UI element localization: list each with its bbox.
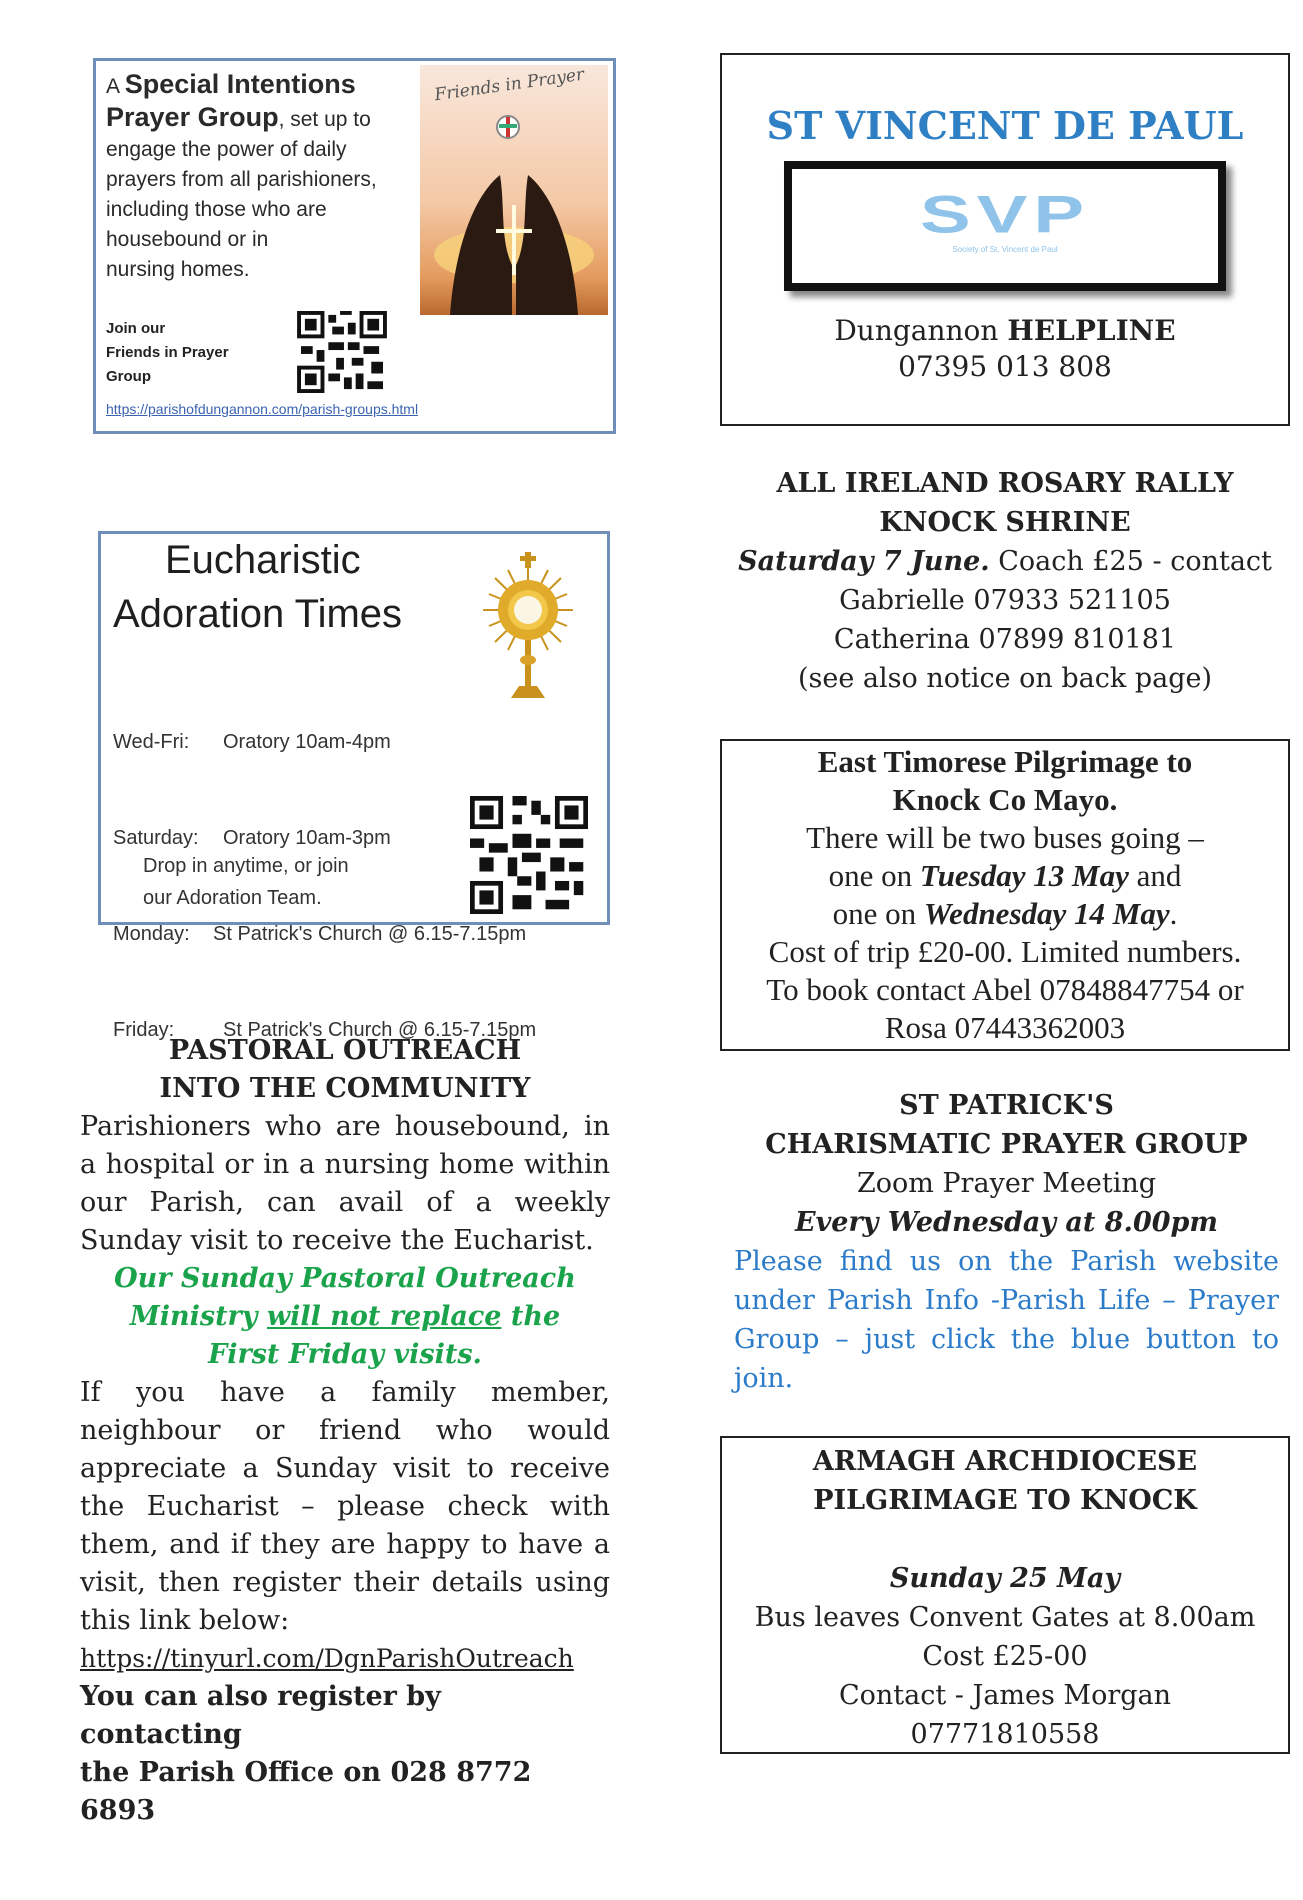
- timorese-title1: East Timorese Pilgrimage to: [817, 744, 1193, 779]
- timorese-text: one on: [832, 896, 924, 931]
- schedule-day: Monday:: [113, 923, 190, 945]
- timorese-line4: Cost of trip £20-00. Limited numbers.: [768, 934, 1242, 969]
- schedule-detail: Oratory 10am-3pm: [223, 827, 391, 849]
- schedule-row: [113, 918, 536, 950]
- friends-in-prayer-card: [93, 58, 616, 434]
- parish-groups-link[interactable]: https://parishofdungannon.com/parish-groups.html: [106, 401, 419, 417]
- rally-line1: ALL IRELAND ROSARY RALLY: [776, 468, 1234, 499]
- schedule-detail: Oratory 10am-4pm: [223, 731, 391, 753]
- timorese-text: .: [1169, 896, 1178, 931]
- outreach-para2-line: visit, then register their details using: [80, 1567, 610, 1598]
- timorese-line5: To book contact Abel 07848847754 or: [766, 972, 1244, 1007]
- outreach-bold-line2: the Parish Office on 028 8772 6893: [80, 1757, 532, 1826]
- green-text: the: [501, 1301, 561, 1332]
- outreach-para1-line: Sunday visit to receive the Eucharist.: [80, 1225, 594, 1256]
- outreach-bold-line1: You can also register by contacting: [80, 1681, 441, 1750]
- timorese-line6: Rosa 07443362003: [884, 1010, 1126, 1045]
- intentions-title-rest: , set up to: [278, 108, 371, 131]
- svp-helpline: [722, 313, 1288, 385]
- charismatic-blue-line: join.: [734, 1363, 794, 1394]
- timorese-date: Wednesday 14 May: [923, 896, 1170, 931]
- qr-code[interactable]: [296, 311, 388, 393]
- charismatic-prayer-section: [734, 1086, 1279, 1398]
- outreach-para1-line: our Parish, can avail of a weekly: [80, 1187, 610, 1218]
- armagh-line1: ARMAGH ARCHDIOCESE: [812, 1446, 1198, 1477]
- outreach-link[interactable]: https://tinyurl.com/DgnParishOutreach: [80, 1644, 574, 1673]
- svp-title: ST VINCENT DE PAUL: [766, 103, 1244, 148]
- drop-in-text: [143, 850, 349, 914]
- charismatic-line3: Zoom Prayer Meeting: [856, 1168, 1157, 1199]
- timorese-text: one on: [828, 858, 920, 893]
- armagh-bus: Bus leaves Convent Gates at 8.00am: [754, 1602, 1256, 1633]
- schedule-row: [113, 726, 536, 758]
- outreach-para2-line: the Eucharist – please check with: [80, 1491, 610, 1522]
- charismatic-line2: CHARISMATIC PRAYER GROUP: [765, 1129, 1248, 1160]
- intentions-body-line: including those who are: [106, 198, 327, 221]
- pastoral-outreach-section: [80, 1032, 610, 1830]
- svp-logo-frame: [784, 161, 1226, 291]
- outreach-para2-line: If you have a family member,: [80, 1377, 610, 1408]
- helpline-town: Dungannon: [834, 314, 1008, 347]
- armagh-cost: Cost £25-00: [922, 1641, 1088, 1672]
- timorese-line1: There will be two buses going –: [806, 820, 1204, 855]
- photo-caption: Friends in Prayer: [433, 65, 586, 106]
- join-line: Friends in Prayer: [106, 344, 229, 361]
- outreach-para2-line: appreciate a Sunday visit to receive: [80, 1453, 610, 1484]
- charismatic-blue-line: Please find us on the Parish website: [734, 1246, 1279, 1277]
- timorese-date: Tuesday 13 May: [919, 858, 1129, 893]
- timorese-text: and: [1128, 858, 1182, 893]
- join-line: Join our: [106, 320, 166, 337]
- schedule-detail: St Patrick's Church @ 6.15-7.15pm: [213, 923, 527, 945]
- outreach-green-line3: First Friday visits.: [208, 1339, 482, 1370]
- intentions-title-line1: Special Intentions: [124, 69, 356, 99]
- join-line: Group: [106, 368, 151, 385]
- outreach-para2-line: this link below:: [80, 1605, 290, 1636]
- schedule-day: Saturday:: [113, 827, 199, 849]
- charismatic-blue-line: Group – just click the blue button to: [734, 1324, 1279, 1355]
- svp-logo: SVP: [919, 184, 1091, 245]
- helpline-label: HELPLINE: [1007, 314, 1176, 347]
- adoration-card: [98, 531, 610, 1041]
- rally-contact: Gabrielle 07933 521105: [839, 585, 1171, 616]
- outreach-green-line2: [80, 1298, 610, 1336]
- outreach-heading-line1: PASTORAL OUTREACH: [168, 1035, 522, 1066]
- green-underlined-text: will not replace: [266, 1301, 502, 1332]
- svp-box: [720, 53, 1290, 426]
- outreach-para1-line: Parishioners who are housebound, in: [80, 1111, 610, 1142]
- intentions-body-line: housebound or in: [106, 228, 269, 251]
- green-text: Ministry: [129, 1301, 267, 1332]
- outreach-para2-line: them, and if they are happy to have a: [80, 1529, 610, 1560]
- charismatic-line1: ST PATRICK'S: [899, 1090, 1114, 1121]
- outreach-green-line1: Our Sunday Pastoral Outreach: [114, 1263, 576, 1294]
- outreach-para1: [80, 1108, 610, 1222]
- schedule-detail: St Patrick's Church @ 6.15-7.15pm: [223, 1019, 537, 1041]
- rally-contact: Catherina 07899 810181: [833, 624, 1177, 655]
- adoration-title-line2: Adoration Times: [113, 592, 403, 636]
- rally-date: Saturday 7 June.: [738, 546, 990, 577]
- outreach-para1-line: a hospital or in a nursing home within: [80, 1149, 610, 1180]
- rally-coach: Coach £25 - contact: [989, 546, 1272, 577]
- qr-code[interactable]: [467, 796, 591, 914]
- intentions-body-line: prayers from all parishioners,: [106, 168, 377, 191]
- helpline-phone: 07395 013 808: [898, 350, 1112, 383]
- armagh-phone: 07771810558: [910, 1719, 1100, 1750]
- intentions-body-line: engage the power of daily: [106, 138, 347, 161]
- outreach-para2: [80, 1374, 610, 1602]
- intentions-text: [106, 69, 436, 285]
- intentions-title-line2: Prayer Group: [106, 102, 279, 132]
- join-group-text: [106, 317, 229, 389]
- rally-line2: KNOCK SHRINE: [879, 507, 1131, 538]
- schedule-day: Wed-Fri:: [113, 731, 190, 753]
- armagh-date: Sunday 25 May: [889, 1563, 1121, 1594]
- armagh-pilgrimage-box: [720, 1436, 1290, 1754]
- charismatic-blue-text: [734, 1242, 1279, 1359]
- drop-in-line: Drop in anytime, or join: [143, 855, 349, 877]
- svp-logo-subtitle: Society of St. Vincent de Paul: [952, 245, 1058, 254]
- armagh-contact: Contact - James Morgan: [838, 1680, 1172, 1711]
- adoration-title-line1: Eucharistic: [165, 538, 361, 582]
- drop-in-line: our Adoration Team.: [143, 887, 322, 909]
- armagh-line2: PILGRIMAGE TO KNOCK: [813, 1485, 1197, 1516]
- timorese-pilgrimage-box: [720, 739, 1290, 1051]
- rally-note: (see also notice on back page): [797, 663, 1213, 694]
- outreach-para2-line: neighbour or friend who would: [80, 1415, 610, 1446]
- charismatic-line4: Every Wednesday at 8.00pm: [795, 1207, 1218, 1238]
- intentions-body-line: nursing homes.: [106, 258, 250, 281]
- outreach-heading-line2: INTO THE COMMUNITY: [159, 1073, 531, 1104]
- rosary-rally-section: [720, 464, 1290, 698]
- charismatic-blue-line: under Parish Info -Parish Life – Prayer: [734, 1285, 1279, 1316]
- timorese-title2: Knock Co Mayo.: [892, 782, 1118, 817]
- intentions-lead: A: [106, 75, 119, 98]
- schedule-day: Friday:: [113, 1019, 175, 1041]
- praying-hands-image: [420, 65, 608, 315]
